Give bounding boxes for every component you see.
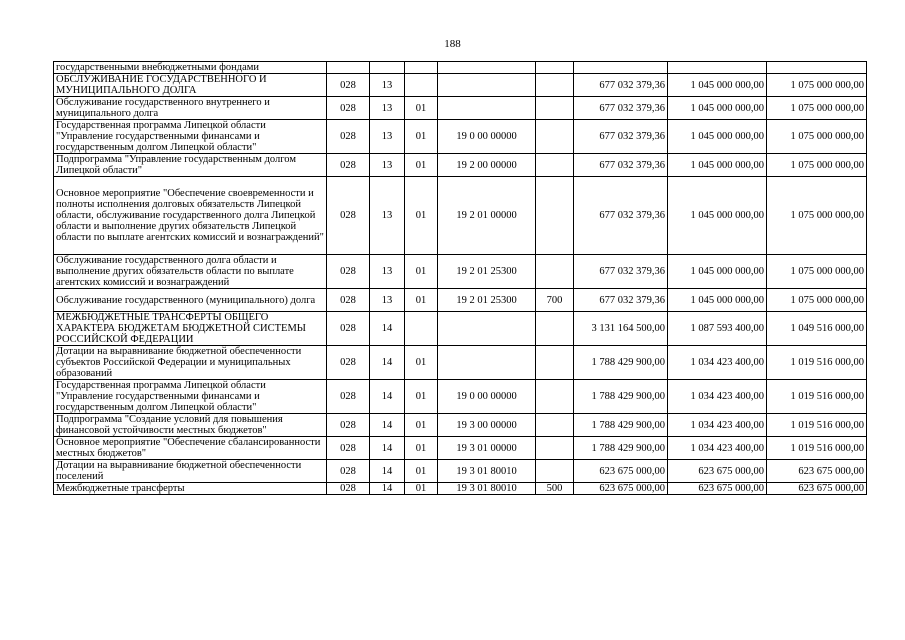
row-subsection-code: 01 [405,120,438,154]
row-sum-year1: 677 032 379,36 [574,74,668,97]
row-target-article: 19 3 01 00000 [438,437,536,460]
row-name: государственными внебюджетными фондами [54,62,327,74]
row-target-article: 19 2 01 25300 [438,289,536,312]
row-target-article: 19 2 01 25300 [438,255,536,289]
row-sum-year1 [574,62,668,74]
row-sum-year1: 623 675 000,00 [574,483,668,495]
row-sum-year2: 1 045 000 000,00 [668,289,767,312]
table-row [54,437,867,460]
row-sum-year2: 623 675 000,00 [668,460,767,483]
row-subsection-code: 01 [405,460,438,483]
row-sum-year2: 1 045 000 000,00 [668,74,767,97]
row-sum-year3: 1 019 516 000,00 [767,380,867,414]
row-target-article [438,346,536,380]
row-sum-year3: 1 019 516 000,00 [767,346,867,380]
row-gr-code: 028 [327,120,370,154]
row-sum-year3: 623 675 000,00 [767,460,867,483]
row-subsection-code: 01 [405,483,438,495]
table-row [54,312,867,346]
row-gr-code: 028 [327,312,370,346]
row-name: Основное мероприятие "Обеспечение сбалансированности местных бюджетов" [54,437,327,460]
row-name: Обслуживание государственного внутреннего и муниципального долга [54,97,327,120]
row-sum-year2: 1 045 000 000,00 [668,154,767,177]
row-gr-code: 028 [327,460,370,483]
row-gr-code: 028 [327,255,370,289]
row-expense-type [536,74,574,97]
row-gr-code: 028 [327,97,370,120]
table-row [54,346,867,380]
row-sum-year2: 1 034 423 400,00 [668,414,767,437]
row-expense-type: 500 [536,483,574,495]
row-expense-type [536,437,574,460]
row-gr-code: 028 [327,414,370,437]
row-name: МЕЖБЮДЖЕТНЫЕ ТРАНСФЕРТЫ ОБЩЕГО ХАРАКТЕРА БЮДЖЕТАМ БЮДЖЕТНОЙ СИСТЕМЫ РОССИЙСКОЙ ФЕДЕРАЦИИ [54,312,327,346]
row-sum-year1: 677 032 379,36 [574,97,668,120]
table-row [54,255,867,289]
row-name: Государственная программа Липецкой области "Управление государственными финансами и государственным долгом Липецкой области" [54,120,327,154]
row-sum-year2: 623 675 000,00 [668,483,767,495]
row-target-article: 19 2 01 00000 [438,177,536,255]
row-section-code: 14 [370,414,405,437]
row-target-article [438,62,536,74]
row-name: Государственная программа Липецкой области "Управление государственными финансами и государственным долгом Липецкой области" [54,380,327,414]
row-name: Обслуживание государственного долга области и выполнение других обязательств области по выплате агентских комиссий и вознаграждений [54,255,327,289]
row-expense-type [536,177,574,255]
row-sum-year1: 677 032 379,36 [574,120,668,154]
row-section-code: 13 [370,255,405,289]
row-target-article: 19 3 01 80010 [438,483,536,495]
row-subsection-code [405,74,438,97]
row-expense-type [536,414,574,437]
row-sum-year1: 1 788 429 900,00 [574,414,668,437]
row-sum-year2: 1 045 000 000,00 [668,97,767,120]
row-target-article: 19 3 01 80010 [438,460,536,483]
row-expense-type [536,460,574,483]
row-sum-year1: 1 788 429 900,00 [574,346,668,380]
row-sum-year1: 677 032 379,36 [574,154,668,177]
page-number: 188 [444,38,461,50]
row-name: Основное мероприятие "Обеспечение своевременности и полноты исполнения долговых обязательств Липецкой области, обслуживание государственного долга Липецкой области и выполнение других обязательств Липецкой области по выплате агентских комиссий и вознаграждений" [54,177,327,255]
row-name: Обслуживание государственного (муниципального) долга [54,289,327,312]
row-gr-code: 028 [327,74,370,97]
table-row [54,74,867,97]
row-sum-year3: 1 075 000 000,00 [767,120,867,154]
row-sum-year1: 623 675 000,00 [574,460,668,483]
row-gr-code: 028 [327,177,370,255]
row-section-code: 14 [370,346,405,380]
row-section-code: 14 [370,312,405,346]
row-subsection-code: 01 [405,380,438,414]
row-expense-type [536,312,574,346]
row-expense-type [536,380,574,414]
row-name: ОБСЛУЖИВАНИЕ ГОСУДАРСТВЕННОГО И МУНИЦИПАЛЬНОГО ДОЛГА [54,74,327,97]
row-name: Межбюджетные трансферты [54,483,327,495]
row-sum-year2: 1 034 423 400,00 [668,437,767,460]
row-section-code: 13 [370,74,405,97]
table-row [54,483,867,495]
row-sum-year3: 1 075 000 000,00 [767,74,867,97]
row-expense-type [536,97,574,120]
row-subsection-code: 01 [405,177,438,255]
row-expense-type [536,62,574,74]
row-sum-year3: 1 075 000 000,00 [767,177,867,255]
row-section-code: 13 [370,97,405,120]
row-gr-code: 028 [327,154,370,177]
row-sum-year2: 1 034 423 400,00 [668,346,767,380]
row-subsection-code [405,62,438,74]
row-sum-year3: 1 019 516 000,00 [767,414,867,437]
row-sum-year1: 1 788 429 900,00 [574,437,668,460]
row-target-article: 19 3 00 00000 [438,414,536,437]
row-subsection-code: 01 [405,437,438,460]
row-sum-year2: 1 087 593 400,00 [668,312,767,346]
row-sum-year2: 1 045 000 000,00 [668,255,767,289]
row-target-article [438,97,536,120]
row-name: Дотации на выравнивание бюджетной обеспеченности поселений [54,460,327,483]
row-subsection-code: 01 [405,97,438,120]
row-target-article: 19 2 00 00000 [438,154,536,177]
row-sum-year3: 1 019 516 000,00 [767,437,867,460]
row-section-code: 14 [370,380,405,414]
row-sum-year2: 1 045 000 000,00 [668,177,767,255]
row-expense-type [536,154,574,177]
row-gr-code: 028 [327,483,370,495]
row-gr-code [327,62,370,74]
row-sum-year3: 1 049 516 000,00 [767,312,867,346]
row-subsection-code [405,312,438,346]
row-sum-year3: 1 075 000 000,00 [767,289,867,312]
row-section-code: 14 [370,460,405,483]
row-sum-year2: 1 045 000 000,00 [668,120,767,154]
row-expense-type [536,120,574,154]
row-section-code: 13 [370,154,405,177]
table-row [54,414,867,437]
row-sum-year2 [668,62,767,74]
row-name: Подпрограмма "Управление государственным долгом Липецкой области" [54,154,327,177]
row-expense-type [536,255,574,289]
row-subsection-code: 01 [405,255,438,289]
row-target-article: 19 0 00 00000 [438,120,536,154]
row-target-article [438,312,536,346]
row-sum-year3: 623 675 000,00 [767,483,867,495]
row-subsection-code: 01 [405,414,438,437]
row-section-code: 14 [370,483,405,495]
row-section-code: 13 [370,289,405,312]
row-sum-year3: 1 075 000 000,00 [767,97,867,120]
row-target-article [438,74,536,97]
row-sum-year3 [767,62,867,74]
row-gr-code: 028 [327,437,370,460]
row-section-code [370,62,405,74]
row-sum-year1: 3 131 164 500,00 [574,312,668,346]
table-row [54,380,867,414]
budget-table [53,61,867,495]
row-expense-type [536,346,574,380]
row-target-article: 19 0 00 00000 [438,380,536,414]
table-row [54,177,867,255]
row-sum-year1: 677 032 379,36 [574,177,668,255]
row-name: Дотации на выравнивание бюджетной обеспеченности субъектов Российской Федерации и муниципальных образований [54,346,327,380]
row-gr-code: 028 [327,380,370,414]
row-sum-year3: 1 075 000 000,00 [767,154,867,177]
row-sum-year1: 677 032 379,36 [574,255,668,289]
table-row [54,62,867,74]
row-expense-type: 700 [536,289,574,312]
row-sum-year1: 1 788 429 900,00 [574,380,668,414]
table-row [54,460,867,483]
row-sum-year2: 1 034 423 400,00 [668,380,767,414]
row-name: Подпрограмма "Создание условий для повышения финансовой устойчивости местных бюджетов" [54,414,327,437]
row-section-code: 14 [370,437,405,460]
row-section-code: 13 [370,177,405,255]
row-subsection-code: 01 [405,289,438,312]
table-row [54,97,867,120]
row-gr-code: 028 [327,346,370,380]
row-sum-year1: 677 032 379,36 [574,289,668,312]
row-subsection-code: 01 [405,346,438,380]
row-gr-code: 028 [327,289,370,312]
row-sum-year3: 1 075 000 000,00 [767,255,867,289]
table-row [54,289,867,312]
table-row [54,120,867,154]
table-row [54,154,867,177]
row-section-code: 13 [370,120,405,154]
row-subsection-code: 01 [405,154,438,177]
